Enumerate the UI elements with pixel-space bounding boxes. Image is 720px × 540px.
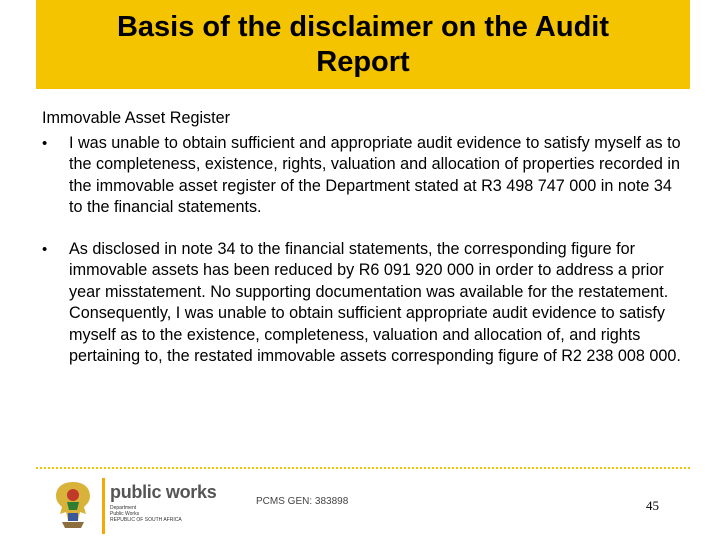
brand-sub-line: REPUBLIC OF SOUTH AFRICA xyxy=(110,517,182,523)
brand-sub-line: Public Works xyxy=(110,511,140,517)
bullet-marker: • xyxy=(42,240,48,258)
bullet-item xyxy=(42,239,682,368)
slide-content xyxy=(42,108,682,368)
brand-name: public works xyxy=(110,482,217,502)
coat-of-arms-icon xyxy=(48,478,98,534)
brand-subtitle xyxy=(110,505,240,523)
bullet-text: As disclosed in note 34 to the financial statements, the corresponding figure for immovable assets has been reduced by R6 091 920 000 in order to address a prior year misstatement. No supporting documentation was available for the restatement. Consequently, I was unable to obtain sufficient appropriate audit evidence to satisfy myself as to the existence, completeness, valuation and allocation of, and rights pertaining to, the restated immovable assets corresponding figure of R2 238 008 000. xyxy=(69,239,681,365)
section-heading: Immovable Asset Register xyxy=(42,109,231,127)
bullet-text: I was unable to obtain sufficient and appropriate audit evidence to satisfy myself as to the completeness, existence, rights, valuation and allocation of properties recorded in the immovable asset register of the Department stated at R3 498 747 000 in note 34 to the financial statements. xyxy=(69,133,681,216)
title-banner xyxy=(36,0,690,89)
slide-title: Basis of the disclaimer on the Audit Report xyxy=(116,10,609,78)
footer-divider xyxy=(36,467,690,469)
page-number: 45 xyxy=(646,498,659,513)
bullet-marker: • xyxy=(42,134,48,152)
brand-sub-line: Department xyxy=(110,505,137,511)
brand-accent-bar xyxy=(102,478,105,534)
public-works-logo xyxy=(48,478,238,536)
pcms-reference: PCMS GEN: 383898 xyxy=(256,496,349,507)
bullet-item xyxy=(42,133,682,219)
